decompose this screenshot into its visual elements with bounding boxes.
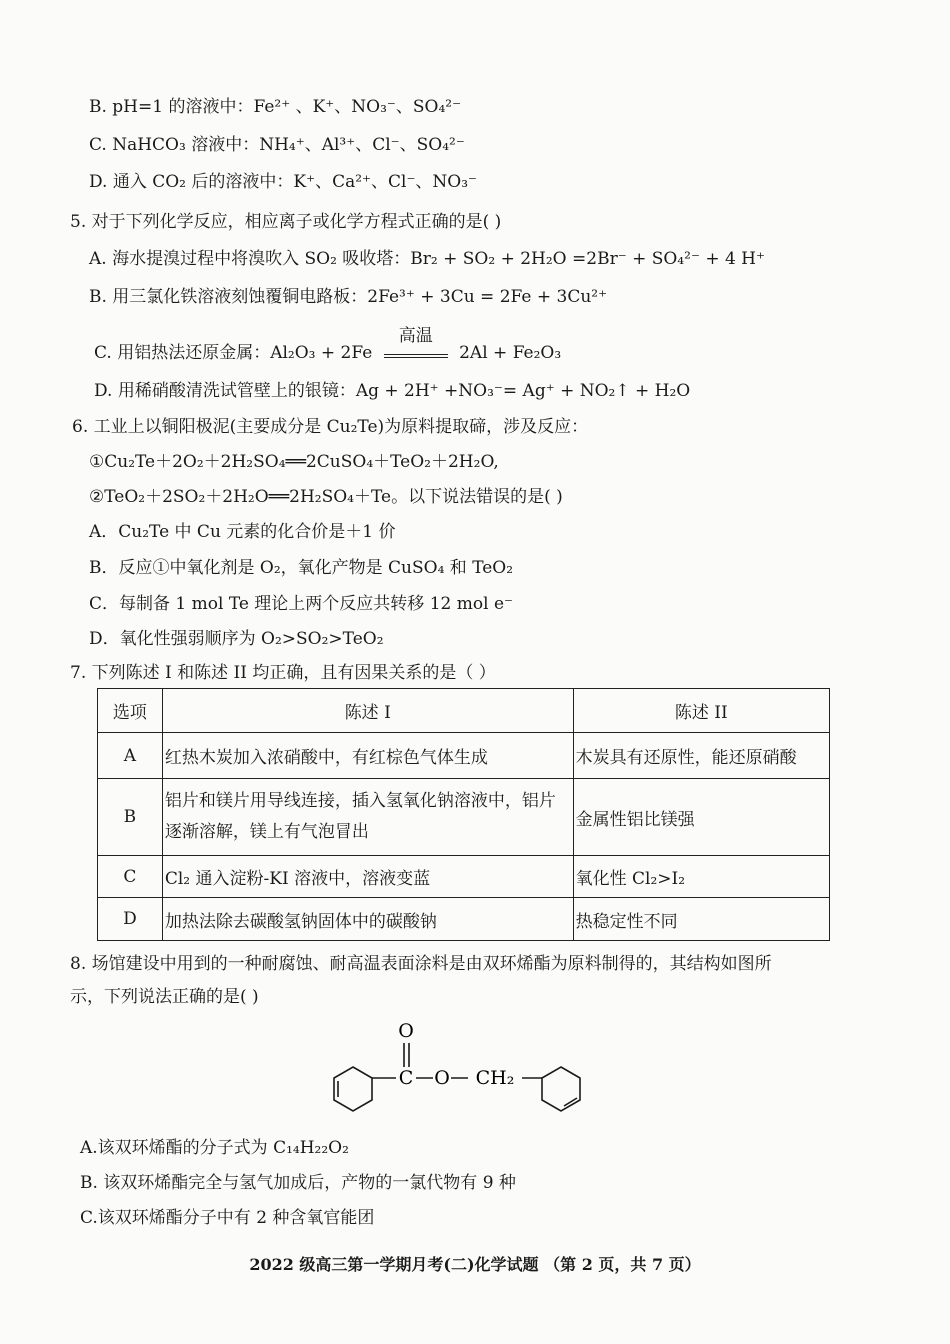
question-8: 8. 场馆建设中用到的一种耐腐蚀、耐高温表面涂料是由双环烯酯为原料制得的，其结构如图所 bbox=[70, 954, 772, 974]
option-b-line: B. pH=1 的溶液中：Fe²⁺ 、K⁺、NO₃⁻、SO₄²⁻ bbox=[89, 97, 462, 117]
question-5: 5. 对于下列化学反应，相应离子或化学方程式正确的是( ) bbox=[70, 212, 502, 232]
carbonyl-carbon: C bbox=[398, 1067, 414, 1089]
row-option: B bbox=[98, 779, 163, 856]
row-statement-2: 木炭具有还原性，能还原硝酸 bbox=[573, 733, 829, 779]
q5c-left: C. 用铝热法还原金属：Al₂O₃ + 2Fe bbox=[94, 343, 373, 363]
row-option: D bbox=[98, 898, 163, 941]
option-d-line: D. 通入 CO₂ 后的溶液中：K⁺、Ca²⁺、Cl⁻、NO₃⁻ bbox=[89, 172, 478, 192]
q8-option-a: A.该双环烯酯的分子式为 C₁₄H₂₂O₂ bbox=[80, 1138, 349, 1158]
table-header-row bbox=[98, 689, 830, 733]
table-row bbox=[98, 898, 830, 941]
header-statement-2: 陈述 II bbox=[573, 689, 829, 733]
statement-table bbox=[97, 688, 830, 941]
right-ring bbox=[542, 1067, 580, 1111]
header-statement-1: 陈述 I bbox=[162, 689, 573, 733]
table-row bbox=[98, 856, 830, 898]
row-statement-2: 热稳定性不同 bbox=[573, 898, 829, 941]
q5-option-c bbox=[94, 326, 562, 365]
q6-reaction-2: ②TeO₂＋2SO₂＋2H₂O══2H₂SO₄＋Te。以下说法错误的是( ) bbox=[89, 487, 563, 507]
q5-option-b: B. 用三氯化铁溶液刻蚀覆铜电路板：2Fe³⁺ + 3Cu = 2Fe + 3Cu²⁺ bbox=[89, 287, 608, 307]
question-7: 7. 下列陈述 I 和陈述 II 均正确，且有因果关系的是（ ） bbox=[70, 663, 496, 683]
page-footer: 2022 级高三第一学期月考(二)化学试题 （第 2 页，共 7 页） bbox=[249, 1255, 701, 1274]
q6-reaction-1: ①Cu₂Te＋2O₂＋2H₂SO₄══2CuSO₄＋TeO₂＋2H₂O, bbox=[89, 452, 499, 472]
q6-option-d: D．氧化性强弱顺序为 O₂>SO₂>TeO₂ bbox=[89, 629, 384, 649]
q8-option-b: B. 该双环烯酯完全与氢气加成后，产物的一氯代物有 9 种 bbox=[80, 1173, 516, 1193]
table-row bbox=[98, 733, 830, 779]
row-option: A bbox=[98, 733, 163, 779]
q6-option-a: A．Cu₂Te 中 Cu 元素的化合价是＋1 价 bbox=[89, 522, 396, 542]
question-8-cont: 示，下列说法正确的是( ) bbox=[70, 987, 259, 1007]
row-statement-2: 金属性铝比镁强 bbox=[573, 779, 829, 856]
q6-option-b: B．反应①中氧化剂是 O₂，氧化产物是 CuSO₄ 和 TeO₂ bbox=[89, 558, 514, 578]
q8-option-c: C.该双环烯酯分子中有 2 种含氧官能团 bbox=[80, 1208, 375, 1228]
row-statement-1: Cl₂ 通入淀粉-KI 溶液中，溶液变蓝 bbox=[162, 856, 573, 898]
row-statement-1: 铝片和镁片用导线连接，插入氢氧化钠溶液中，铝片逐渐溶解，镁上有气泡冒出 bbox=[162, 779, 573, 856]
row-statement-1: 红热木炭加入浓硝酸中，有红棕色气体生成 bbox=[162, 733, 573, 779]
row-option: C bbox=[98, 856, 163, 898]
q5-option-d: D. 用稀硝酸清洗试管壁上的银镜：Ag + 2H⁺ +NO₃⁻= Ag⁺ + NO₂↑ + H₂O bbox=[94, 381, 691, 401]
methylene-group: CH₂ bbox=[475, 1067, 515, 1089]
row-statement-2: 氧化性 Cl₂>I₂ bbox=[573, 856, 829, 898]
q5-option-a: A. 海水提溴过程中将溴吹入 SO₂ 吸收塔：Br₂ + SO₂ + 2H₂O =2Br⁻ + SO₄²⁻ + 4 H⁺ bbox=[89, 249, 765, 269]
question-6: 6. 工业上以铜阳极泥(主要成分是 Cu₂Te)为原料提取碲，涉及反应： bbox=[72, 417, 589, 437]
q6-option-c: C．每制备 1 mol Te 理论上两个反应共转移 12 mol e⁻ bbox=[89, 594, 513, 614]
header-option: 选项 bbox=[98, 689, 163, 733]
option-c-line: C. NaHCO₃ 溶液中：NH₄⁺、Al³⁺、Cl⁻、SO₄²⁻ bbox=[89, 135, 465, 155]
equals-bar bbox=[384, 354, 448, 358]
row-statement-1: 加热法除去碳酸氢钠固体中的碳酸钠 bbox=[162, 898, 573, 941]
left-ring bbox=[334, 1067, 372, 1111]
condition-label: 高温 bbox=[398, 326, 433, 346]
molecule-structure bbox=[320, 1015, 590, 1125]
table-row bbox=[98, 779, 830, 856]
reaction-condition bbox=[384, 326, 448, 358]
q5c-right: 2Al + Fe₂O₃ bbox=[459, 343, 562, 363]
ester-oxygen: O bbox=[434, 1067, 450, 1089]
carbonyl-oxygen: O bbox=[398, 1020, 414, 1042]
